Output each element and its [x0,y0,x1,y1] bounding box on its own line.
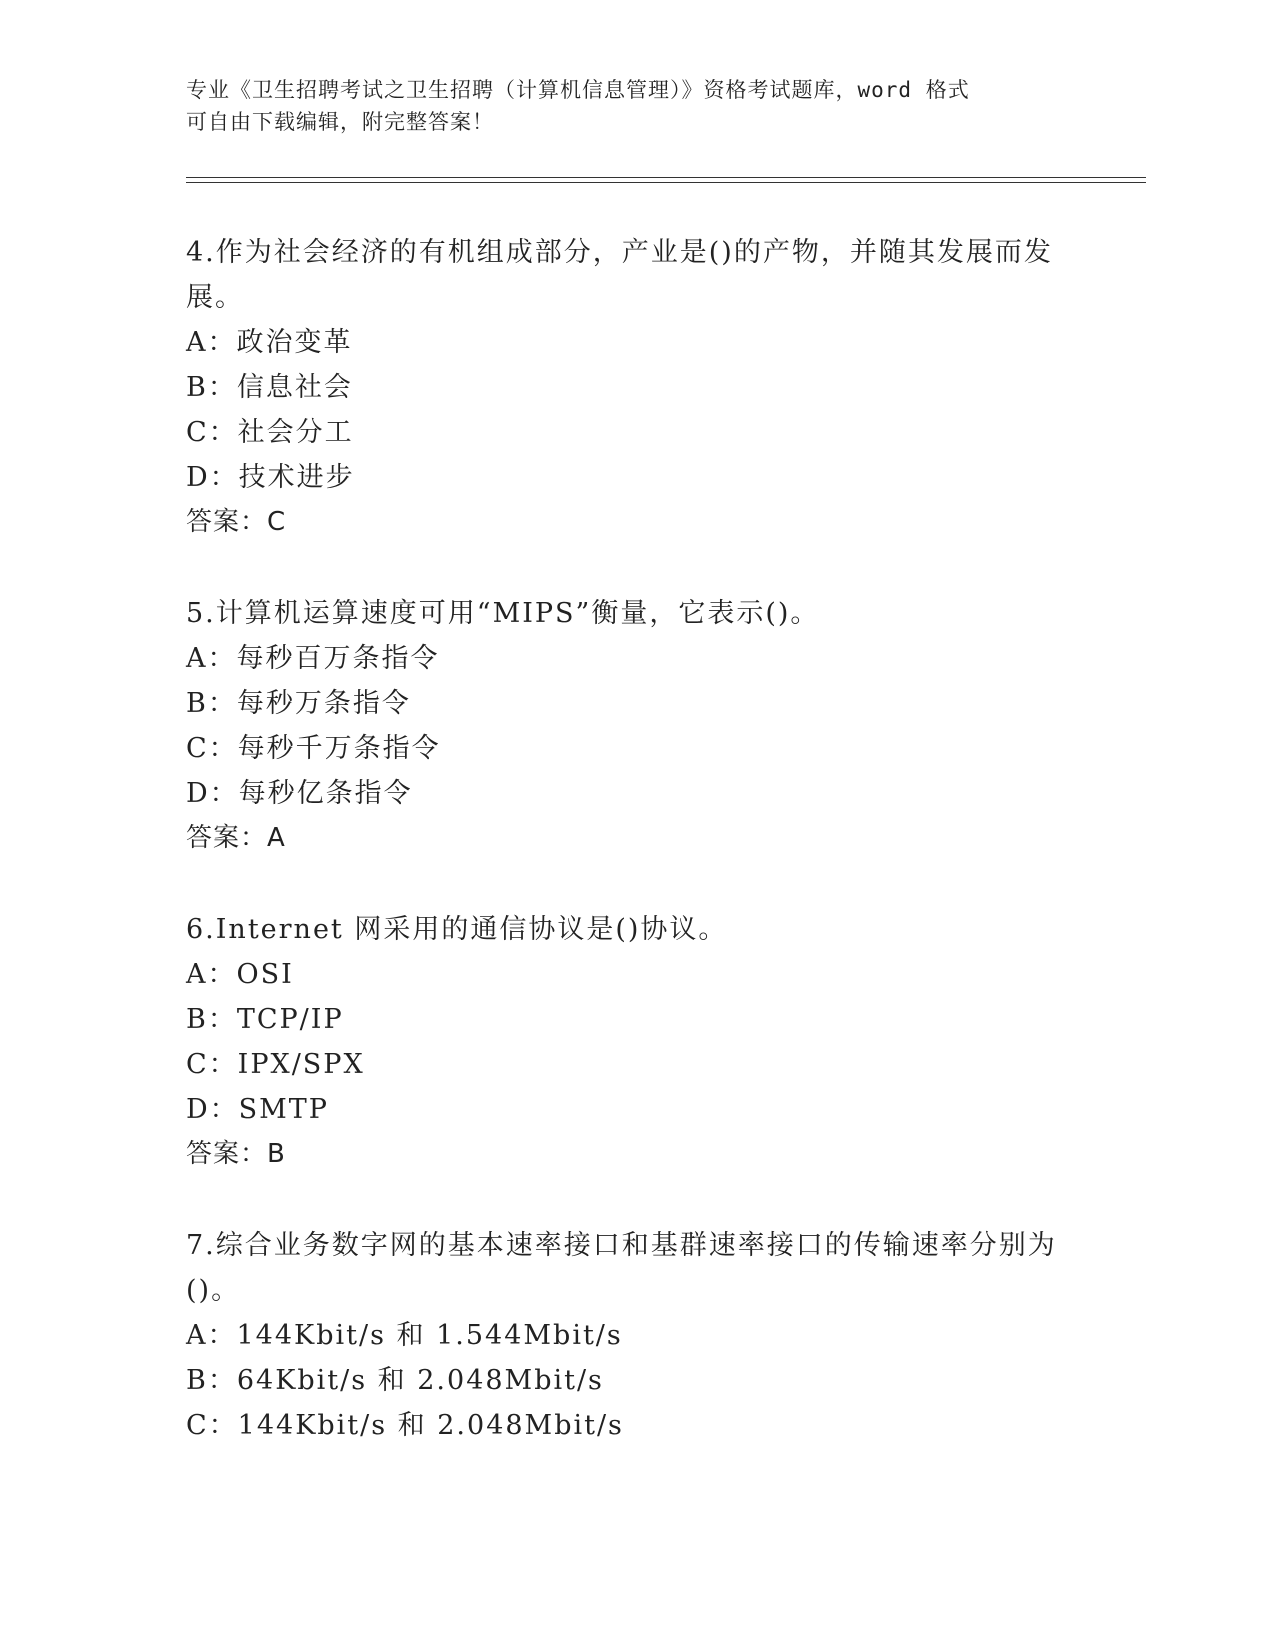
option-a: A：政治变革 [186,327,353,358]
question-stem: 6.Internet 网采用的通信协议是()协议。 [186,914,728,945]
answer-line: 答案：C [186,507,287,537]
option-d: D：每秒亿条指令 [186,778,413,809]
option-d: D：技术进步 [186,462,355,493]
option-a: A：144Kbit/s 和 1.544Mbit/s [186,1320,623,1351]
question-7 [186,1223,1066,1448]
option-a: A：每秒百万条指令 [186,643,440,674]
option-b: B：64Kbit/s 和 2.048Mbit/s [186,1365,604,1396]
header-divider-bottom [186,182,1146,183]
option-c: C：144Kbit/s 和 2.048Mbit/s [186,1410,624,1441]
option-a: A：OSI [186,959,294,990]
header-line-1: 专业《卫生招聘考试之卫生招聘（计算机信息管理）》资格考试题库，word 格式 [186,78,970,102]
option-b: B：每秒万条指令 [186,688,411,719]
option-c: C：IPX/SPX [186,1049,365,1080]
option-c: C：每秒千万条指令 [186,733,441,764]
question-list [186,230,1066,1494]
document-header [186,74,1066,138]
question-stem: 7.综合业务数字网的基本速率接口和基群速率接口的传输速率分别为()。 [186,1230,1057,1306]
answer-line: 答案：B [186,1139,286,1169]
header-line-2: 可自由下载编辑，附完整答案！ [186,110,494,134]
option-c: C：社会分工 [186,417,354,448]
question-4 [186,230,1066,545]
question-stem: 4.作为社会经济的有机组成部分，产业是()的产物，并随其发展而发展。 [186,237,1053,313]
option-d: D：SMTP [186,1094,329,1125]
header-divider-top [186,177,1146,178]
question-5 [186,591,1066,861]
question-6 [186,907,1066,1177]
answer-line: 答案：A [186,823,286,853]
option-b: B：信息社会 [186,372,353,403]
question-stem: 5.计算机运算速度可用“MIPS”衡量，它表示()。 [186,598,820,629]
option-b: B：TCP/IP [186,1004,344,1035]
